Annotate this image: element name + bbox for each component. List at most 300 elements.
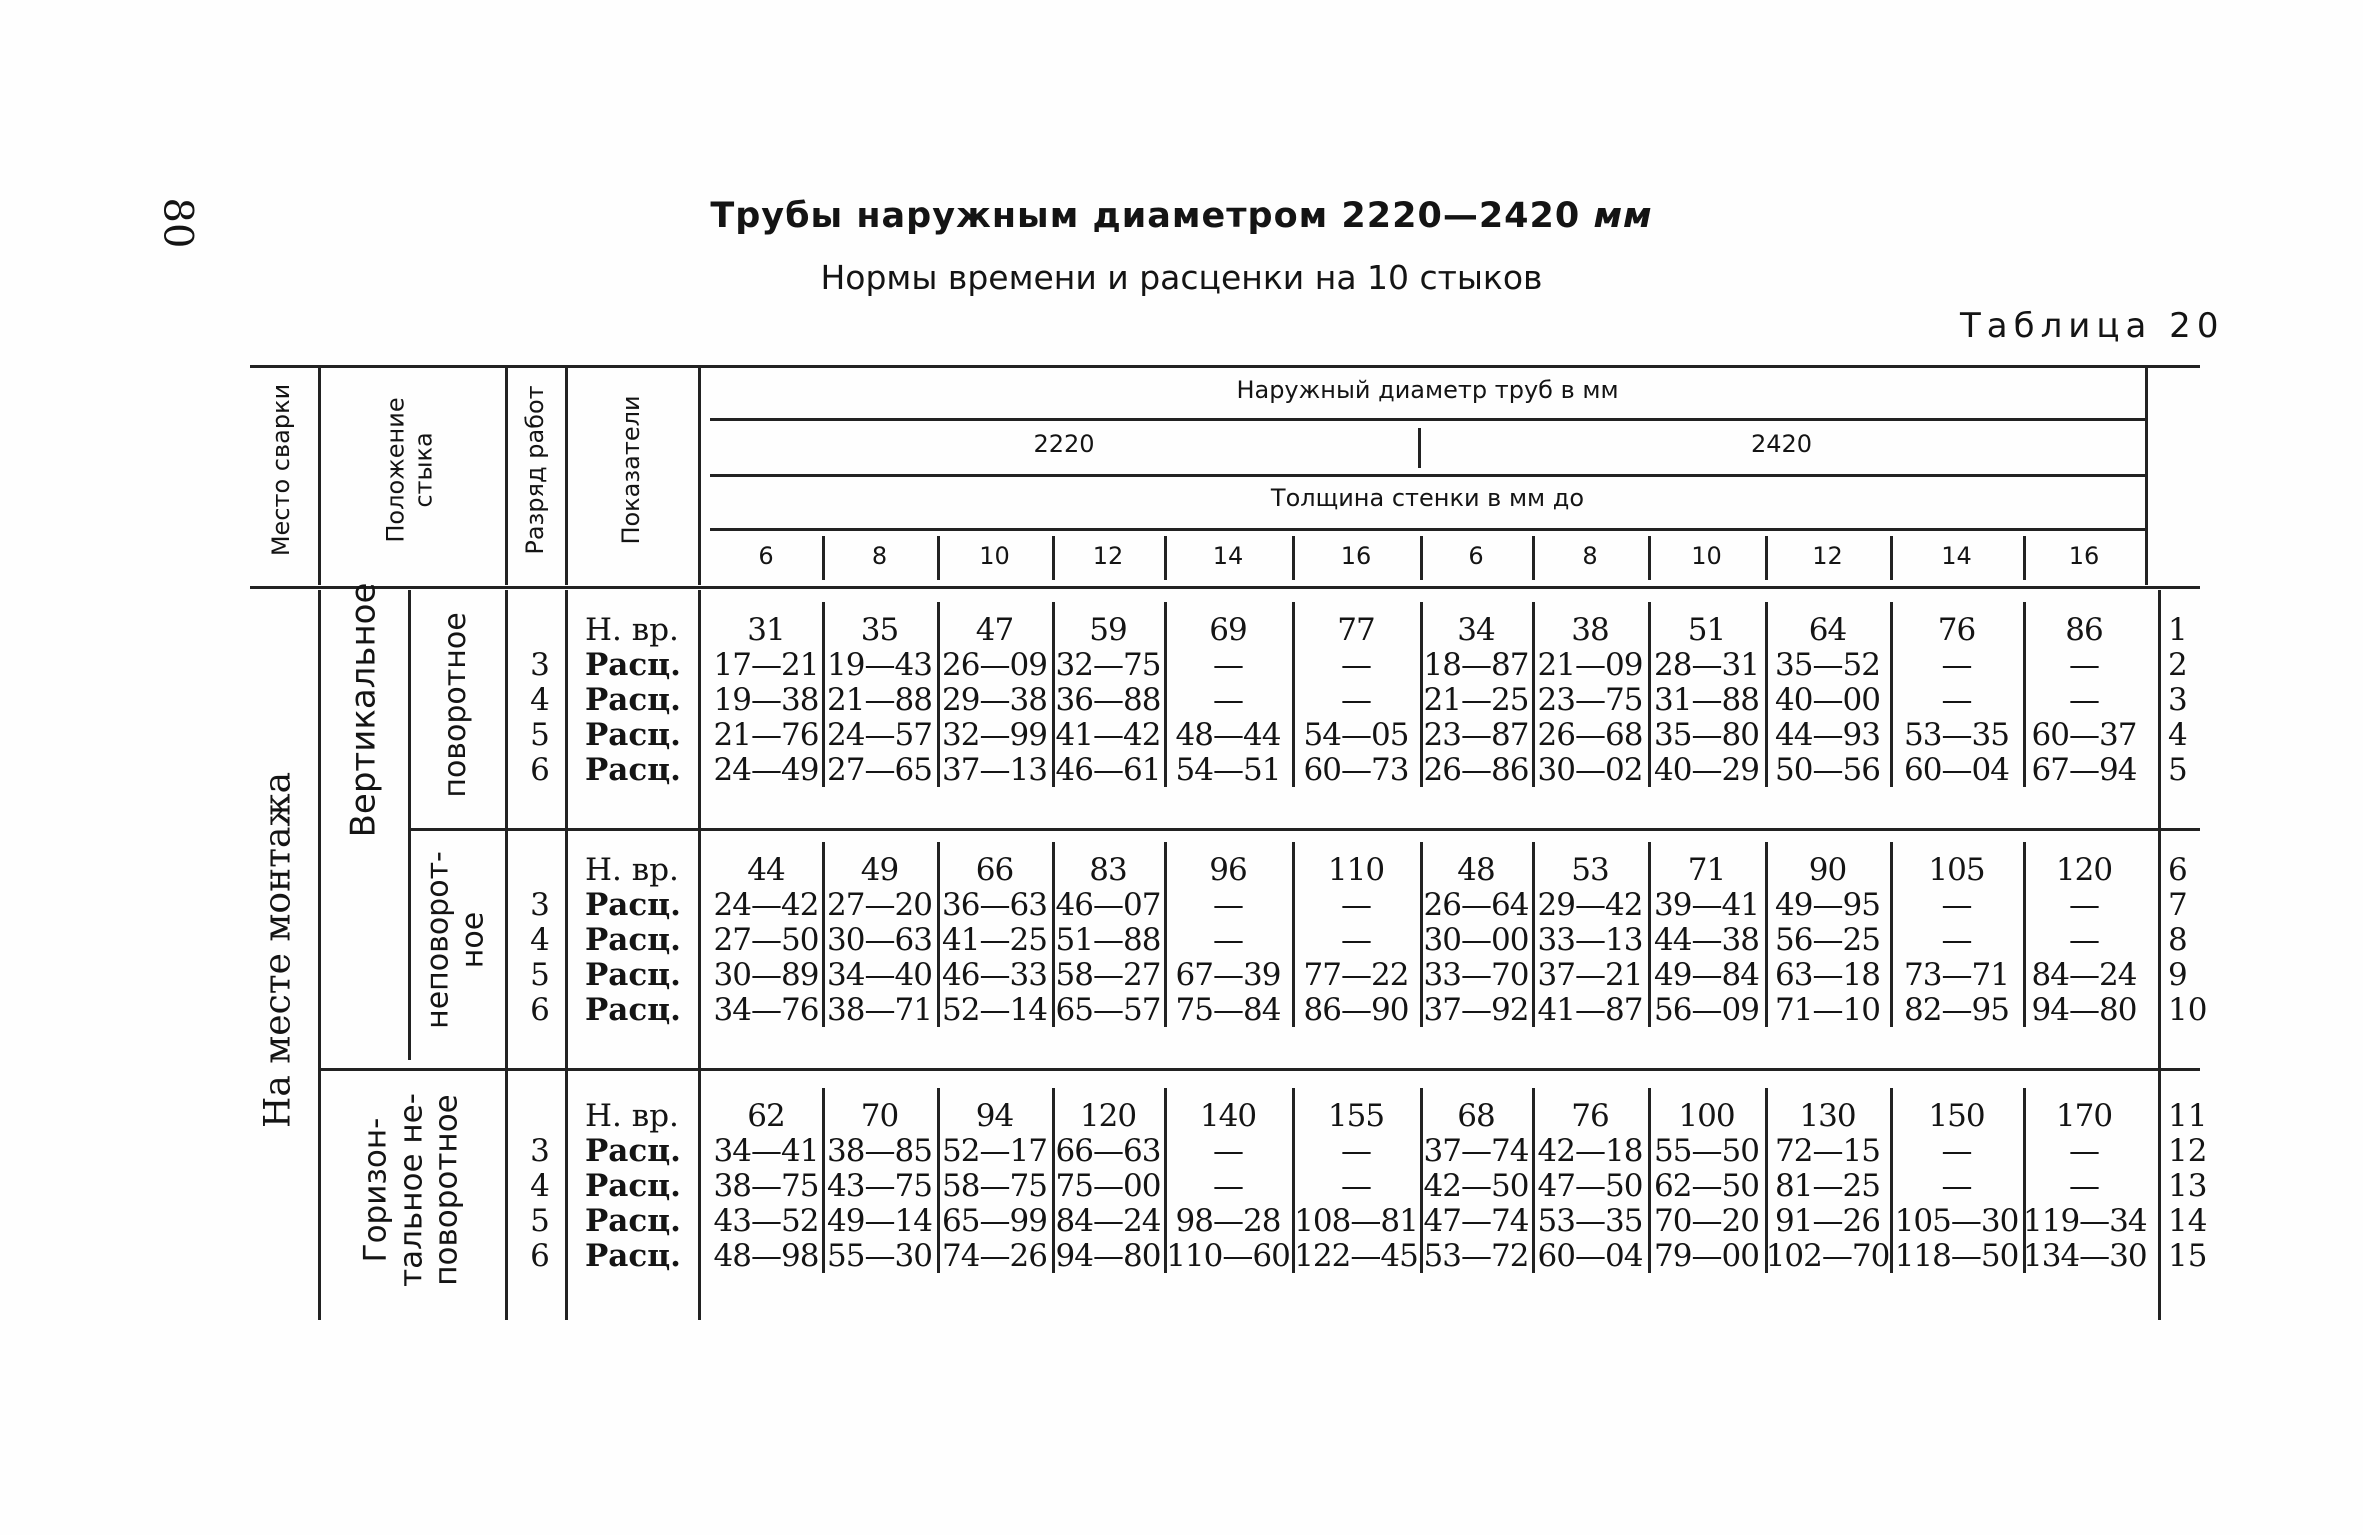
table-cell: 102—70 [1765,1238,1890,1274]
table-cell: 110 [1327,852,1385,888]
table-cell: — [1213,1133,1243,1169]
column-separator [1292,602,1295,787]
table-cell: 33—13 [1537,922,1643,958]
table-cell: 86—90 [1303,992,1409,1028]
table-cell: 40—00 [1775,682,1880,718]
column-separator [2023,602,2026,787]
thickness-separator [1420,536,1423,580]
row-number: 13 [2168,1168,2208,1204]
header-outer-diameter: Наружный диаметр труб в мм [1236,376,1619,404]
row-number: 12 [2168,1133,2208,1169]
column-separator [937,842,940,1027]
header-thickness-6: 16 [1340,542,1372,570]
table-cell: 74—26 [942,1238,1047,1274]
table-cell: 34—41 [713,1133,819,1169]
indicator-label: Расц. [585,1238,681,1274]
table-cell: 54—51 [1175,752,1281,788]
table-cell: 58—27 [1055,957,1161,993]
position-horizontal: Горизон-тальное не-поворотное [357,1093,465,1287]
column-separator [1890,1088,1893,1273]
table-cell: 118—50 [1894,1238,2019,1274]
table-cell: — [1941,1168,1972,1204]
table-cell: — [2069,1133,2099,1169]
table-cell: 98—28 [1175,1203,1281,1239]
column-separator [1648,842,1651,1027]
table-cell: 130 [1799,1098,1856,1134]
header-thickness-2: 8 [871,542,888,570]
column-separator [2023,842,2026,1027]
column-separator [1164,842,1167,1027]
table-cell: 155 [1327,1098,1385,1134]
table-cell: 44—38 [1654,922,1759,958]
row-number: 3 [2168,682,2188,718]
column-separator [1765,1088,1768,1273]
grade-value: 6 [530,992,550,1028]
table-cell: 47—50 [1537,1168,1643,1204]
table-cell: — [1341,922,1371,958]
table-cell: 28—31 [1654,647,1759,683]
indicator-label: Н. вр. [585,852,679,888]
row-number: 10 [2168,992,2208,1028]
thickness-values-rule [710,528,2145,531]
row-number: 2 [2168,647,2188,683]
table-cell: 59 [1089,612,1127,648]
column-separator [1292,842,1295,1027]
indicator-label: Расц. [585,1168,681,1204]
table-cell: 48—98 [713,1238,819,1274]
column-separator [1532,842,1535,1027]
table-cell: 67—39 [1175,957,1281,993]
table-cell: 66 [975,852,1014,888]
table-cell: 31 [747,612,785,648]
header-thickness-7: 6 [1468,542,1484,570]
table-cell: 84—24 [2031,957,2137,993]
grade-value: 3 [530,1133,550,1169]
table-cell: 65—57 [1055,992,1161,1028]
table-cell: 51 [1687,612,1726,648]
row-number: 9 [2168,957,2188,993]
table-cell: 24—57 [827,717,932,753]
vline-place [318,365,321,585]
table-cell: 23—75 [1537,682,1643,718]
table-cell: 72—15 [1775,1133,1880,1169]
table-cell: 71—10 [1775,992,1880,1028]
column-separator [1648,602,1651,787]
group-rule-1 [408,828,2200,831]
table-cell: 53—72 [1423,1238,1529,1274]
table-cell: 66—63 [1055,1133,1161,1169]
column-separator [1890,842,1893,1027]
header-diameter-2420: 2420 [1750,430,1813,458]
indicator-label: Н. вр. [585,1098,679,1134]
table-cell: 42—18 [1537,1133,1643,1169]
table-cell: — [1941,647,1972,683]
table-cell: — [2069,922,2099,958]
table-cell: 56—09 [1654,992,1759,1028]
table-cell: 30—00 [1423,922,1529,958]
table-cell: 49—14 [827,1203,932,1239]
table-cell: — [1941,922,1972,958]
column-separator [937,1088,940,1273]
thickness-separator [1765,536,1768,580]
thickness-separator [2023,536,2026,580]
table-cell: 37—74 [1423,1133,1529,1169]
indicator-label: Расц. [585,922,681,958]
grade-value: 4 [530,922,550,958]
table-cell: 49 [860,852,899,888]
table-cell: 24—49 [713,752,819,788]
thickness-separator [1890,536,1893,580]
table-cell: 140 [1199,1098,1257,1134]
page-title [0,196,2363,236]
vline-position-split [408,590,411,1060]
table-cell: 122—45 [1294,1238,1418,1274]
vline-place-body [318,590,321,1320]
table-cell: — [2069,647,2099,683]
table-cell: 47 [975,612,1014,648]
table-cell: 30—63 [827,922,932,958]
indicator-label: Расц. [585,1203,681,1239]
vline-indicators [698,365,701,585]
table-cell: 18—87 [1423,647,1529,683]
header-thickness-5: 14 [1212,542,1244,570]
table-cell: — [2069,1168,2099,1204]
table-top-rule [250,365,2200,368]
table-cell: 134—30 [2023,1238,2147,1274]
table-cell: — [1213,887,1243,923]
header-thickness-1: 6 [758,542,774,570]
table-cell: 30—89 [713,957,819,993]
table-cell: 41—42 [1055,717,1161,753]
grade-value: 5 [530,717,550,753]
table-cell: 38—85 [827,1133,932,1169]
column-separator [1420,842,1423,1027]
table-cell: 46—61 [1055,752,1161,788]
table-cell: 105—30 [1894,1203,2019,1239]
table-cell: 75—00 [1055,1168,1161,1204]
table-cell: 105 [1928,852,1985,888]
row-number: 5 [2168,752,2188,788]
table-cell: 30—02 [1537,752,1643,788]
table-cell: 55—50 [1654,1133,1759,1169]
table-cell: 53—35 [1904,717,2009,753]
table-cell: — [1341,887,1371,923]
row-number: 7 [2168,887,2188,923]
table-cell: 39—41 [1654,887,1759,923]
table-cell: — [1341,682,1371,718]
table-cell: 63—18 [1775,957,1880,993]
column-separator [822,842,825,1027]
page-subtitle: Нормы времени и расценки на 10 стыков [820,258,1543,297]
column-separator [1765,602,1768,787]
vline-right-header [2145,365,2148,585]
table-cell: 53 [1571,852,1609,888]
indicator-label: Расц. [585,992,681,1028]
table-cell: 29—42 [1537,887,1643,923]
table-cell: 27—20 [827,887,932,923]
thickness-rule [710,474,2145,477]
table-cell: 94—80 [2031,992,2137,1028]
column-separator [937,602,940,787]
table-cell: 67—94 [2031,752,2137,788]
table-cell: 38 [1571,612,1609,648]
table-cell: 73—71 [1904,957,2009,993]
table-cell: 65—99 [942,1203,1047,1239]
vline-grade-body [565,590,568,1320]
header-diameter-2220: 2220 [1033,430,1095,458]
column-separator [1292,1088,1295,1273]
grade-value: 6 [530,752,550,788]
table-cell: 77 [1337,612,1375,648]
table-cell: 34 [1457,612,1495,648]
grade-value: 3 [530,647,550,683]
table-cell: 79—00 [1654,1238,1759,1274]
table-cell: 36—88 [1055,682,1161,718]
header-place: Место сварки [267,383,296,557]
table-cell: — [1341,647,1371,683]
thickness-separator [1052,536,1055,580]
table-cell: 84—24 [1055,1203,1161,1239]
row-number: 14 [2168,1203,2208,1239]
table-cell: 119—34 [2023,1203,2147,1239]
table-cell: 60—04 [1904,752,2009,788]
table-cell: 76 [1937,612,1976,648]
indicator-label: Расц. [585,717,681,753]
table-cell: 35 [860,612,899,648]
table-cell: 32—99 [942,717,1047,753]
table-cell: 49—95 [1775,887,1880,923]
table-cell: 64 [1808,612,1847,648]
column-separator [1052,842,1055,1027]
indicator-label: Расц. [585,682,681,718]
header-thickness-3: 10 [979,542,1010,570]
table-cell: 38—71 [827,992,932,1028]
table-cell: 34—40 [827,957,932,993]
position-vertical: Вертикальное [343,582,384,838]
table-cell: 37—13 [942,752,1047,788]
table-cell: 48—44 [1175,717,1281,753]
table-cell: 38—75 [713,1168,819,1204]
table-cell: 90 [1808,852,1847,888]
table-cell: 62 [747,1098,785,1134]
vline-position-body [505,590,508,1320]
table-cell: 33—70 [1423,957,1529,993]
column-separator [1420,1088,1423,1273]
thickness-separator [1648,536,1651,580]
table-cell: 75—84 [1175,992,1281,1028]
table-cell: — [1941,887,1972,923]
row-number: 4 [2168,717,2188,753]
table-cell: 60—04 [1537,1238,1643,1274]
table-cell: 27—50 [713,922,819,958]
table-cell: — [1341,1133,1371,1169]
table-cell: 76 [1571,1098,1609,1134]
header-thickness-12: 16 [2068,542,2100,570]
header-thickness-9: 10 [1691,542,1722,570]
vline-indicators-body [698,590,701,1320]
grade-value: 6 [530,1238,550,1274]
column-separator [822,602,825,787]
table-cell: 35—52 [1775,647,1880,683]
table-cell: 52—17 [942,1133,1047,1169]
column-separator [822,1088,825,1273]
header-thickness-10: 12 [1812,542,1843,570]
row-number: 1 [2168,612,2188,648]
table-cell: 94—80 [1055,1238,1161,1274]
table-cell: 44—93 [1775,717,1880,753]
place-label: На месте монтажа [257,771,299,1129]
column-separator [1420,602,1423,787]
table-cell: 21—25 [1423,682,1529,718]
header-thickness-8: 8 [1582,542,1598,570]
table-cell: 24—42 [713,887,819,923]
table-cell: 69 [1209,612,1247,648]
table-cell: 83 [1089,852,1127,888]
table-cell: — [1213,1168,1243,1204]
table-cell: 60—73 [1303,752,1409,788]
header-bottom-rule [250,586,2200,589]
table-cell: 150 [1928,1098,1985,1134]
thickness-separator [1532,536,1535,580]
indicator-label: Расц. [585,647,681,683]
title-main: Трубы наружным диаметром 2220—2420 [710,196,1581,236]
table-cell: 71 [1687,852,1726,888]
table-cell: 54—05 [1303,717,1409,753]
column-separator [1052,602,1055,787]
indicator-label: Расц. [585,752,681,788]
table-cell: 34—76 [713,992,819,1028]
table-cell: 44 [747,852,785,888]
group-rule-2 [318,1068,2200,1071]
position-nonrotary: неповорот-ное [420,851,490,1029]
table-cell: 82—95 [1904,992,2009,1028]
table-cell: 62—50 [1654,1168,1759,1204]
table-cell: — [2069,682,2099,718]
page-number: 80 [154,197,201,249]
table-cell: — [1213,922,1243,958]
table-cell: 60—37 [2031,717,2137,753]
thickness-separator [1164,536,1167,580]
table-cell: — [2069,887,2099,923]
table-cell: 52—14 [942,992,1047,1028]
column-separator [1532,602,1535,787]
table-cell: 68 [1457,1098,1495,1134]
table-cell: 42—50 [1423,1168,1529,1204]
row-number: 8 [2168,922,2188,958]
table-cell: 91—26 [1775,1203,1880,1239]
indicator-label: Расц. [585,957,681,993]
table-cell: 120 [1079,1098,1137,1134]
table-cell: — [1213,647,1243,683]
table-cell: 19—38 [713,682,819,718]
header-wall-thickness: Толщина стенки в мм до [1270,484,1585,512]
grade-value: 4 [530,1168,550,1204]
table-cell: — [1341,1168,1371,1204]
table-cell: 108—81 [1294,1203,1418,1239]
table-cell: 35—80 [1654,717,1759,753]
thickness-separator [1292,536,1295,580]
table-cell: 94 [975,1098,1014,1134]
table-cell: 51—88 [1055,922,1161,958]
table-cell: 21—76 [713,717,819,753]
header-thickness-4: 12 [1092,542,1124,570]
table-cell: 110—60 [1166,1238,1290,1274]
row-number: 15 [2168,1238,2208,1274]
grade-value: 5 [530,957,550,993]
table-cell: 47—74 [1423,1203,1529,1239]
table-cell: 29—38 [942,682,1047,718]
table-cell: 100 [1678,1098,1735,1134]
table-cell: 43—75 [827,1168,932,1204]
table-cell: 31—88 [1654,682,1759,718]
table-cell: 70 [860,1098,899,1134]
table-cell: 26—09 [942,647,1047,683]
table-cell: 170 [2055,1098,2113,1134]
thickness-separator [937,536,940,580]
table-cell: 26—86 [1423,752,1529,788]
column-separator [1532,1088,1535,1273]
column-separator [1890,602,1893,787]
row-number: 11 [2168,1098,2208,1134]
header-thickness-11: 14 [1941,542,1972,570]
table-cell: 48 [1457,852,1495,888]
header-indicators: Показатели [617,395,646,545]
column-separator [1164,602,1167,787]
table-cell: 46—07 [1055,887,1161,923]
table-cell: 21—09 [1537,647,1643,683]
position-rotary: поворотное [437,612,473,798]
table-cell: 37—21 [1537,957,1643,993]
title-unit: мм [1593,196,1653,236]
table-cell: 21—88 [827,682,932,718]
table-cell: 41—87 [1537,992,1643,1028]
grade-value: 5 [530,1203,550,1239]
row-number: 6 [2168,852,2188,888]
table-cell: — [1941,1133,1972,1169]
table-cell: 56—25 [1775,922,1880,958]
column-separator [1648,1088,1651,1273]
table-cell: 86 [2065,612,2103,648]
table-cell: 40—29 [1654,752,1759,788]
thickness-separator [822,536,825,580]
grade-value: 4 [530,682,550,718]
indicator-label: Расц. [585,1133,681,1169]
column-separator [1164,1088,1167,1273]
header-grade: Разряд работ [521,385,550,555]
indicator-label: Расц. [585,887,681,923]
diameter-rule [710,418,2145,421]
table-cell: 37—92 [1423,992,1529,1028]
table-cell: 23—87 [1423,717,1529,753]
table-cell: 27—65 [827,752,932,788]
table-cell: 17—21 [713,647,819,683]
table-cell: 46—33 [942,957,1047,993]
table-cell: — [1213,682,1243,718]
table-cell: — [1941,682,1972,718]
table-cell: 77—22 [1303,957,1409,993]
column-separator [1765,842,1768,1027]
vline-rownum [2158,590,2161,1320]
table-cell: 19—43 [827,647,932,683]
table-cell: 50—56 [1775,752,1880,788]
table-cell: 55—30 [827,1238,932,1274]
column-separator [1052,1088,1055,1273]
table-cell: 43—52 [713,1203,819,1239]
column-separator [2023,1088,2026,1273]
table-cell: 32—75 [1055,647,1161,683]
table-cell: 36—63 [942,887,1047,923]
table-cell: 26—64 [1423,887,1529,923]
